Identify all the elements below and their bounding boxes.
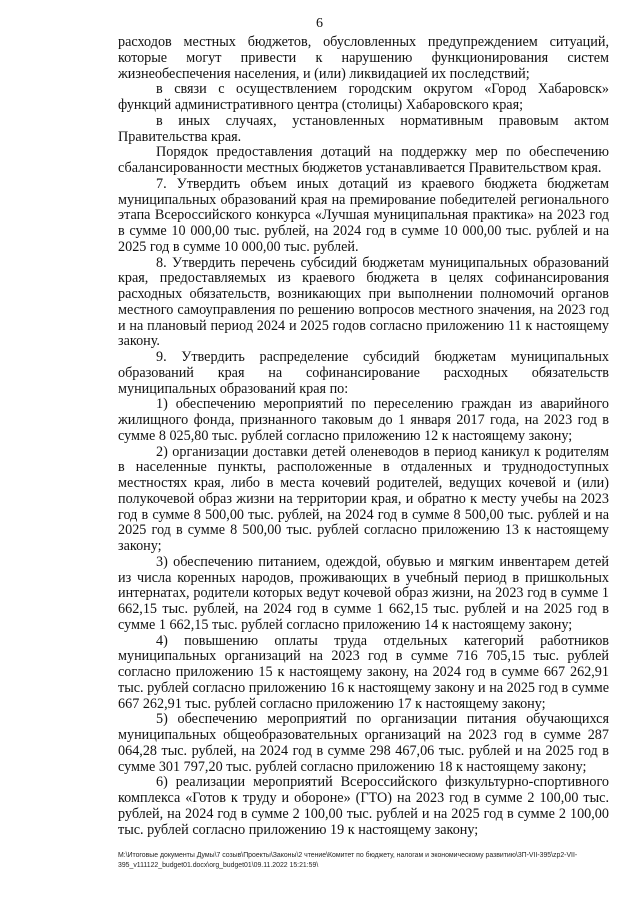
paragraph-subitem-1: 1) обеспечению мероприятий по переселению граждан из аварийного жилищного фонда, признанного таковым до 1 января 2017 года, на 2023 год в сумме 8 025,80 тыс. рублей согласно приложению 12 к настоящему закону; — [118, 396, 609, 444]
document-body — [118, 35, 609, 838]
page-number: 6 — [316, 16, 323, 31]
paragraph-other-cases: в иных случаях, установленных нормативным правовым актом Правительства края. — [118, 112, 609, 145]
paragraph-subsidy-procedure: Порядок предоставления дотаций на поддержку мер по обеспечению сбалансированности местных бюджетов устанавливается Правительством края. — [118, 144, 609, 176]
paragraph-subitem-3: 3) обеспечению питанием, одеждой, обувью и мягким инвентарем детей из числа коренных народов, проживающих в учебный период в пришкольных интернатах, родители которых ведут кочевой образ жизни, на 2023 год в сумме 1 662,15 тыс. рублей, на 2024 год в сумме 1 662,15 тыс. рублей и на 2025 год в сумме 1 662,15 тыс. рублей согласно приложению 14 к настоящему закону; — [118, 553, 609, 633]
paragraph-subitem-6: 6) реализации мероприятий Всероссийского физкультурно-спортивного комплекса «Готов к труду и обороне» (ГТО) на 2023 год в сумме 2 100,00 тыс. рублей, на 2024 год в сумме 2 100,00 тыс. рублей и на 2025 год в сумме 2 100,00 тыс. рублей согласно приложению 19 к настоящему закону; — [118, 774, 609, 838]
paragraph-khabarovsk-capital: в связи с осуществлением городским округом «Город Хабаровск» функций административного центра (столицы) Хабаровского края; — [118, 81, 609, 113]
paragraph-subitem-2: 2) организации доставки детей оленеводов в период каникул к родителям в населенные пункты, расположенные в отдаленных и труднодоступных местностях края, либо в места кочевий родителей, ведущих кочевой и (или) полукочевой образ жизни на территории края, и обратно к месту учебы на 2023 год в сумме 8 500,00 тыс. рублей, на 2024 год в сумме 8 500,00 тыс. рублей и на 2025 год в сумме 8 500,00 тыс. рублей согласно приложению 13 к настоящему закону; — [118, 443, 609, 554]
paragraph-continuation: расходов местных бюджетов, обусловленных предупреждением ситуаций, которые могут привести к нарушению функционирования систем жизнеобеспечения населения, и (или) ликвидацией их последствий; — [118, 34, 609, 82]
footer-path-line-2: 395_v111122_budget01.docx\org_budget01\09.11.2022 15:21:59\ — [118, 861, 319, 869]
paragraph-item-8: 8. Утвердить перечень субсидий бюджетам муниципальных образований края, предоставляемых из краевого бюджета в целях софинансирования расходных обязательств, возникающих при выполнении полномочий органов местного самоуправления по решению вопросов местного значения, на 2023 год и на плановый период 2024 и 2025 годов согласно приложению 11 к настоящему закону. — [118, 254, 609, 350]
paragraph-subitem-4: 4) повышению оплаты труда отдельных категорий работников муниципальных организаций на 2023 год в сумме 716 705,15 тыс. рублей согласно приложению 15 к настоящему закону, на 2024 год в сумме 667 262,91 тыс. рублей согласно приложению 16 к настоящему закону и на 2025 год в сумме 667 262,91 тыс. рублей согласно приложению 17 к настоящему закону; — [118, 632, 609, 712]
footer-path-line-1: M:\Итоговые документы Думы\7 созыв\Проекты\Законы\2 чтение\Комитет по бюджету, налогам и экономическому развитию\3П-VII-395\zp2-VII- — [118, 852, 578, 859]
paragraph-subitem-5: 5) обеспечению мероприятий по организации питания обучающихся муниципальных общеобразовательных организаций на 2023 год в сумме 287 064,28 тыс. рублей, на 2024 год в сумме 298 467,06 тыс. рублей и на 2025 год в сумме 301 797,20 тыс. рублей согласно приложению 18 к настоящему закону; — [118, 711, 609, 775]
file-path-footer — [118, 851, 618, 870]
paragraph-item-9: 9. Утвердить распределение субсидий бюджетам муниципальных образований края на софинансирование расходных обязательств муниципальных образований края по: — [118, 349, 609, 397]
paragraph-item-7: 7. Утвердить объем иных дотаций из краевого бюджета бюджетам муниципальных образований края на премирование победителей регионального этапа Всероссийского конкурса «Лучшая муниципальная практика» на 2023 год в сумме 10 000,00 тыс. рублей, на 2024 год в сумме 10 000,00 тыс. рублей и на 2025 год в сумме 10 000,00 тыс. рублей. — [118, 175, 609, 255]
